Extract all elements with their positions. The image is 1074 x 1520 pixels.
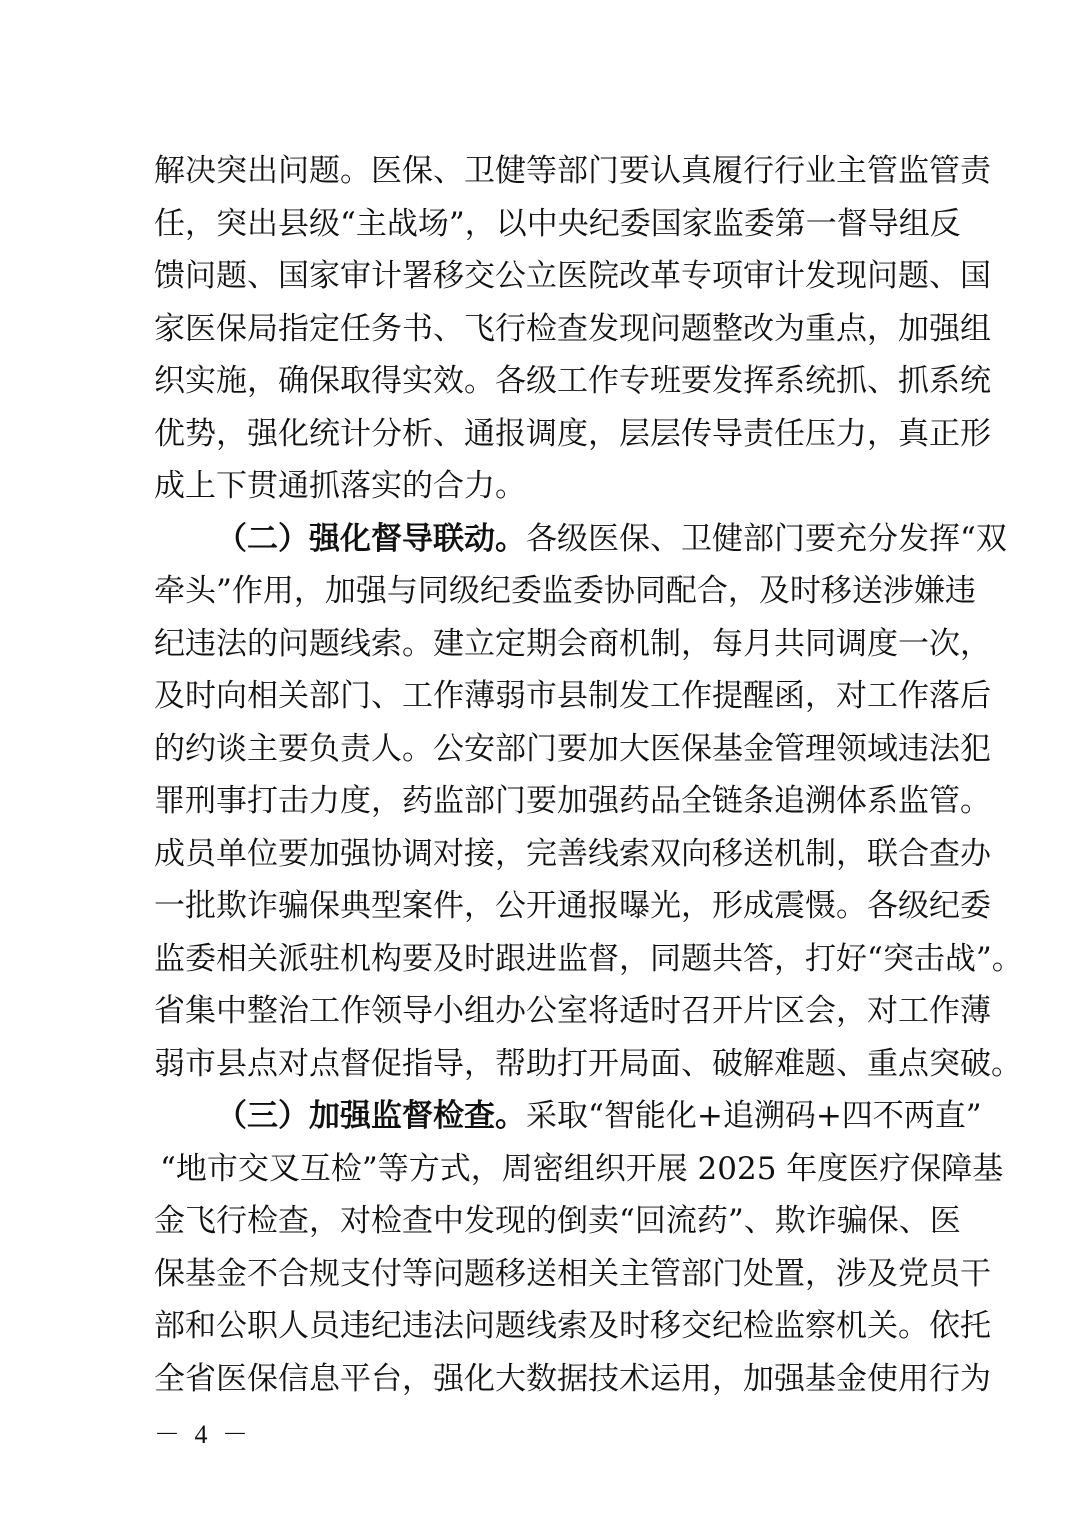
text-line: 各级医保、卫健部门要充分发挥“双: [526, 520, 1007, 557]
section-2-heading: （二）强化督导联动。: [216, 520, 526, 557]
text-line: 成上下贯通抓落实的合力。: [154, 468, 526, 504]
text-line: 部和公职人员违纪违法问题线索及时移交纪检监察机关。依托: [154, 1308, 991, 1344]
text-line: 的约谈主要负责人。公安部门要加大医保基金管理领域违法犯: [154, 730, 991, 767]
text-line: 牵头”作用，加强与同级纪委监委协同配合，及时移送涉嫌违: [154, 573, 976, 609]
text-line: 家医保局指定任务书、飞行检查发现问题整改为重点，加强组: [154, 310, 991, 347]
page-number: － 4 －: [154, 1420, 253, 1449]
text-line: 解决突出问题。医保、卫健等部门要认真履行行业主管监管责: [154, 153, 991, 189]
text-line: 一批欺诈骗保典型案件，公开通报曝光，形成震慑。各级纪委: [154, 888, 991, 924]
text-line: 优势，强化统计分析、通报调度，层层传导责任压力，真正形: [154, 415, 991, 452]
section-3-heading: （三）加强监督检查。: [216, 1098, 526, 1134]
text-line: 全省医保信息平台，强化大数据技术运用，加强基金使用行为: [154, 1360, 991, 1397]
text-line: 保基金不合规支付等问题移送相关主管部门处置，涉及党员干: [154, 1255, 991, 1292]
text-line: 及时向相关部门、工作薄弱市县制发工作提醒函，对工作落后: [154, 678, 991, 714]
body-text: [154, 145, 1023, 1405]
text-line: 弱市县点对点督促指导，帮助打开局面、破解难题、重点突破。: [154, 1045, 1022, 1082]
text-line: 省集中整治工作领导小组办公室将适时召开片区会，对工作薄: [154, 993, 991, 1029]
text-line: “地市交叉互检”等方式，周密组织开展 2025 年度医疗保障基: [160, 1150, 1004, 1187]
section-2-first-line: [154, 513, 1007, 566]
text-line: 成员单位要加强协调对接，完善线索双向移送机制，联合查办: [154, 835, 991, 872]
text-line: 织实施，确保取得实效。各级工作专班要发挥系统抓、抓系统: [154, 363, 991, 399]
text-line: 任，突出县级“主战场”，以中央纪委国家监委第一督导组反: [154, 205, 961, 242]
text-line: 馈问题、国家审计署移交公立医院改革专项审计发现问题、国: [154, 258, 991, 294]
text-line: 采取“智能化+追溯码+四不两直”: [526, 1098, 982, 1134]
text-line: 金飞行检查，对检查中发现的倒卖“回流药”、欺诈骗保、医: [154, 1203, 961, 1239]
text-line: 罪刑事打击力度，药监部门要加强药品全链条追溯体系监管。: [154, 783, 991, 819]
text-line: 监委相关派驻机构要及时跟进监督，同题共答，打好“突击战”。: [154, 940, 1023, 977]
section-3-first-line: [154, 1090, 982, 1143]
text-line: 纪违法的问题线索。建立定期会商机制，每月共同调度一次，: [154, 625, 991, 662]
